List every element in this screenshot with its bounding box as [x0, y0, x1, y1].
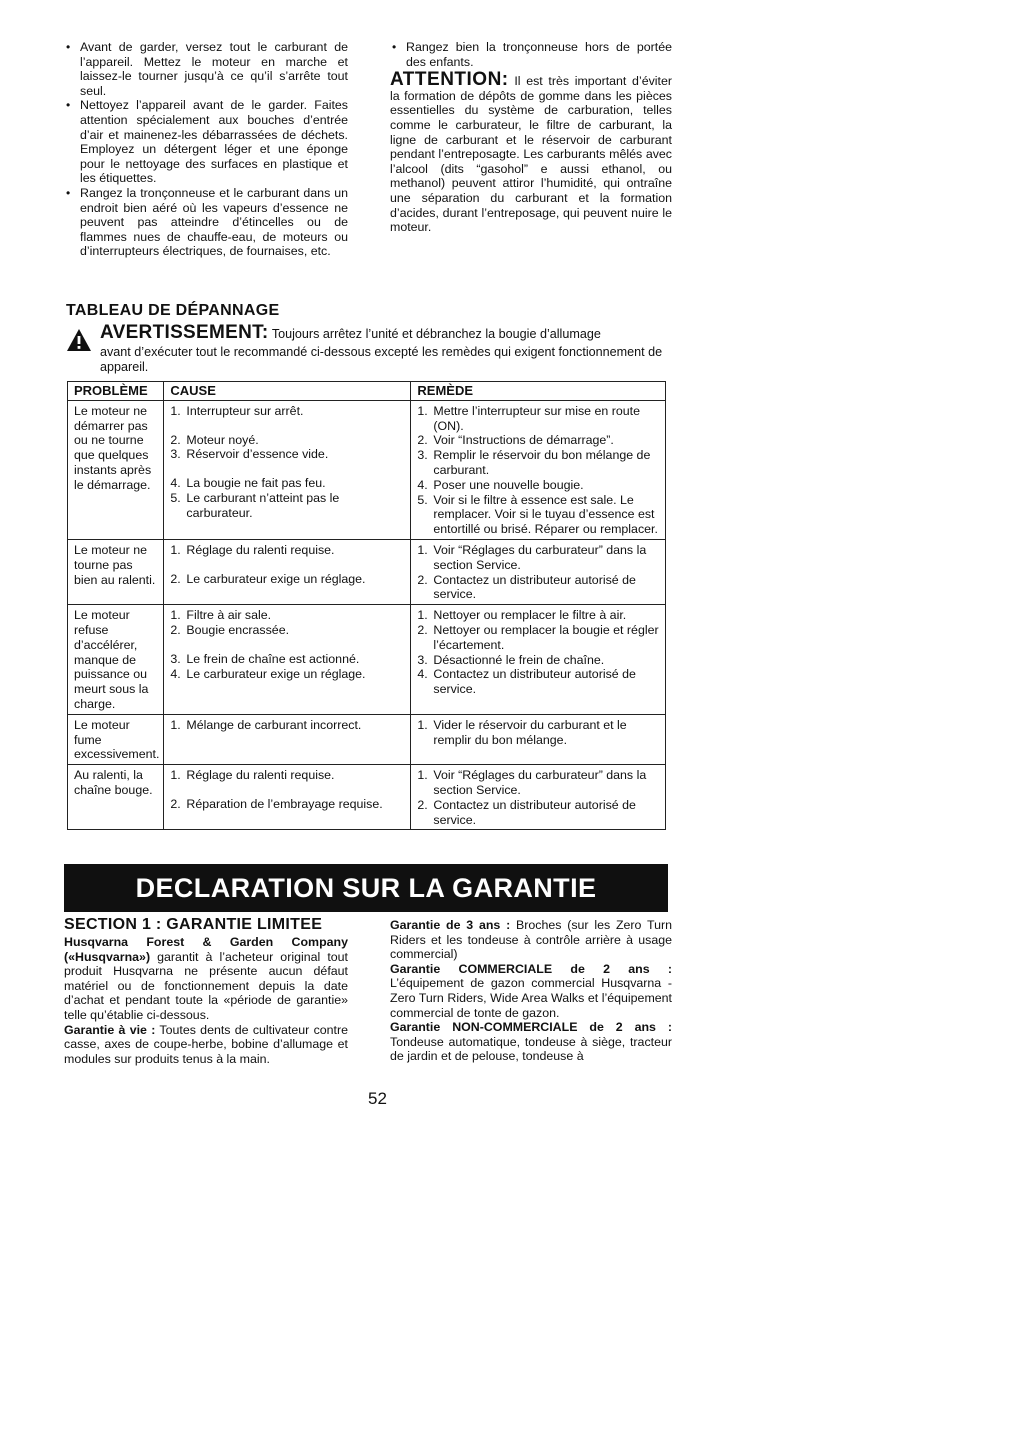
cause-list	[170, 768, 406, 812]
problem-cell: Le moteur refuse d’accélérer, manque de puissance ou meurt sous la charge.	[68, 605, 164, 715]
cause-item	[170, 652, 406, 667]
warranty-commercial	[390, 962, 672, 1020]
cause-item	[170, 768, 406, 783]
table-header-row	[68, 382, 666, 401]
problem-cell: Le moteur ne tourne pas bien au ralenti.	[68, 539, 164, 604]
warranty-noncommercial-label: Garantie NON-COMMERCIALE de 2 ans :	[390, 1020, 672, 1035]
table-row	[68, 714, 666, 764]
cause-item	[170, 543, 406, 558]
item-number: 2.	[417, 572, 428, 587]
warranty-left-column	[64, 916, 348, 1066]
item-number: 2.	[170, 796, 181, 811]
warranty-lifetime-text: Toutes dents de cultivateur contre casse, axes de coupe-herbe, bobine d’allumage et modules sur produits tenus à la main.	[64, 1022, 349, 1066]
item-text: Bougie encrassée.	[186, 622, 290, 637]
item-number: 2.	[417, 433, 428, 448]
table-row	[68, 539, 666, 604]
remedy-item	[417, 798, 661, 828]
remedy-list	[417, 404, 661, 537]
remedy-list	[417, 608, 661, 697]
item-text: Nettoyer ou remplacer la bougie et régler l’écartement.	[433, 622, 659, 652]
warranty-right-column	[390, 918, 672, 1064]
item-text: Réglage du ralenti requise.	[186, 768, 335, 783]
header-remedy: REMÈDE	[411, 382, 666, 401]
problem-cell: Le moteur ne démarrer pas ou ne tourne que quelques instants après le démarrage.	[68, 400, 164, 539]
warning-triangle-icon	[66, 328, 92, 352]
item-number: 4.	[170, 666, 181, 681]
item-text: Voir “Réglages du carburateur” dans la section Service.	[433, 768, 647, 797]
attention-paragraph	[390, 69, 672, 235]
warranty-commercial-text: L’équipement de gazon commercial Husqvarna - Zero Turn Riders, Wide Area Walks et l’équipement commercial de tonte de gazon.	[390, 976, 672, 1020]
item-text: Le carburateur exige un réglage.	[186, 666, 366, 681]
item-text: Réglage du ralenti requise.	[186, 542, 335, 557]
item-text: Désactionné le frein de chaîne.	[433, 652, 605, 667]
warranty-company: Husqvarna Forest & Garden Company («Husqvarna»)	[64, 935, 348, 964]
cause-cell	[164, 765, 411, 830]
remedy-item	[417, 573, 661, 603]
remedy-item	[417, 608, 661, 623]
item-text: Moteur noyé.	[186, 432, 259, 447]
warranty-noncommercial	[390, 1020, 672, 1064]
warranty-banner: DECLARATION SUR LA GARANTIE	[64, 864, 668, 912]
cause-item	[170, 433, 406, 448]
item-number: 5.	[417, 492, 428, 507]
warranty-section-title: SECTION 1 : GARANTIE LIMITEE	[64, 916, 323, 933]
item-number: 4.	[417, 477, 428, 492]
item-text: Contactez un distributeur autorisé de service.	[433, 797, 636, 827]
remedy-item	[417, 543, 661, 573]
cause-item	[170, 491, 406, 521]
warranty-3-years-text: Broches (sur les Zero Turn Riders et les tondeuse à contrôle arrière à usage commercial)	[390, 918, 672, 962]
cause-cell	[164, 714, 411, 764]
attention-label: ATTENTION:	[390, 69, 509, 91]
item-text: Voir “Réglages du carburateur” dans la section Service.	[433, 542, 647, 572]
remedy-item	[417, 478, 661, 493]
storage-bullet: • Rangez la tronçonneuse et le carburant dans un endroit bien aéré où les vapeurs d’essence ne peuvent pas atteindre d’étincelles ou de flammes nues de chauffe-eau, de moteurs ou d’interrupteurs électriques, de fournaises, etc.	[64, 186, 348, 259]
storage-instructions-right	[390, 40, 672, 235]
table-row	[68, 765, 666, 830]
cause-item	[170, 476, 406, 491]
troubleshooting-title: TABLEAU DE DÉPANNAGE	[66, 302, 280, 319]
cause-item	[170, 608, 406, 623]
item-number: 3.	[417, 652, 428, 667]
item-text: Le carburateur exige un réglage.	[186, 571, 366, 586]
warranty-noncommercial-text: Tondeuse automatique, tondeuse à siège, tracteur de jardin et de pelouse, tondeuse à	[390, 1034, 672, 1064]
item-number: 1.	[417, 542, 428, 557]
remedy-item	[417, 718, 661, 748]
remedy-cell	[411, 605, 666, 715]
table-row	[68, 605, 666, 715]
item-text: Voir si le filtre à essence est sale. Le remplacer. Voir si le tuyau d’essence est entortillé ou brisé. Réparer ou remplacer.	[433, 492, 658, 537]
item-text: Vider le réservoir du carburant et le remplir du bon mélange.	[433, 717, 627, 747]
remedy-list	[417, 718, 661, 748]
cause-list	[170, 543, 406, 587]
attention-text: Il est très important d’éviter la formation de dépôts de gomme dans les pièces essentielles du système de carburation, telles comme le carburateur, le filtre de carburant, la ligne de carburant et le réservoir de carburant pendant l’entreposagte. Les carburants mêlés avec l’alcool (dits “gasohol” e aussi ethanol, ou methanol) peuvent attiror l’humidité, qui ontraîne une séparation du carburant et la formation d’acides, durant l’entreposage, qui peuvent nuire le moteur.	[390, 74, 672, 235]
cause-item	[170, 797, 406, 812]
warranty-intro-text: garantit à l’acheteur original tout produit Husqvarna ne présente aucun défaut matériel ou de fonctionnement depuis la date d’achat et pendant toute la «période de garantie» telle qu’établie ci-dessous.	[64, 949, 348, 1022]
problem-cell: Le moteur fume excessivement.	[68, 714, 164, 764]
item-number: 3.	[417, 448, 428, 463]
table-row	[68, 400, 666, 539]
cause-cell	[164, 605, 411, 715]
remedy-item	[417, 653, 661, 668]
storage-bullet: • Rangez bien la tronçonneuse hors de portée des enfants.	[390, 40, 672, 69]
cause-list	[170, 718, 406, 733]
item-number: 2.	[417, 797, 428, 812]
cause-list	[170, 608, 406, 681]
item-number: 1.	[170, 542, 181, 557]
remedy-cell	[411, 400, 666, 539]
warning-first-line	[100, 322, 601, 343]
item-text: Le carburant n’atteint pas le carburateur.	[186, 490, 340, 520]
remedy-item	[417, 448, 661, 478]
item-text: Nettoyer ou remplacer le filtre à air.	[433, 608, 627, 623]
warranty-commercial-label: Garantie COMMERCIALE de 2 ans :	[390, 961, 672, 976]
remedy-item	[417, 667, 661, 697]
item-number: 1.	[417, 717, 428, 732]
storage-bullet: • Avant de garder, versez tout le carburant de l’appareil. Mettez le moteur en marche et laissez-le tourner jusqu’à ce qu’il s’arrête tout seul.	[64, 40, 348, 98]
cause-item	[170, 447, 406, 462]
storage-bullet-list	[64, 40, 348, 259]
item-number: 2.	[417, 622, 428, 637]
item-text: Contactez un distributeur autorisé de service.	[433, 572, 636, 602]
remedy-list	[417, 768, 661, 827]
remedy-item	[417, 768, 661, 798]
item-number: 1.	[417, 768, 428, 783]
item-text: Mettre l’interrupteur sur mise en route (ON).	[433, 403, 640, 433]
storage-bullet-list	[390, 40, 672, 69]
troubleshooting-table	[67, 381, 666, 830]
item-text: Réparation de l’embrayage requise.	[186, 796, 383, 811]
item-text: Filtre à air sale.	[186, 608, 272, 623]
item-text: Poser une nouvelle bougie.	[433, 477, 584, 492]
warranty-3-years-label: Garantie de 3 ans :	[390, 918, 511, 932]
item-number: 4.	[417, 667, 428, 682]
remedy-cell	[411, 539, 666, 604]
warning-label: AVERTISSEMENT:	[100, 322, 269, 343]
warranty-3-years	[390, 918, 672, 962]
problem-cell: Au ralenti, la chaîne bouge.	[68, 765, 164, 830]
item-text: Réservoir d’essence vide.	[186, 447, 329, 462]
page-number: 52	[368, 1089, 387, 1108]
remedy-cell	[411, 765, 666, 830]
item-number: 2.	[170, 432, 181, 447]
cause-item	[170, 404, 406, 419]
item-number: 1.	[170, 717, 181, 732]
warning-continuation: avant d’exécuter tout le recommandé ci-dessous excepté les remèdes qui exigent fonctionnement de appareil.	[100, 345, 663, 374]
remedy-cell	[411, 714, 666, 764]
warranty-lifetime-label: Garantie à vie :	[64, 1022, 156, 1037]
cause-item	[170, 667, 406, 682]
item-number: 2.	[170, 571, 181, 586]
item-text: Remplir le réservoir du bon mélange de carburant.	[433, 448, 651, 477]
item-number: 3.	[170, 651, 181, 666]
header-problem: PROBLÈME	[68, 382, 164, 401]
item-text: Interrupteur sur arrêt.	[186, 403, 304, 418]
remedy-list	[417, 543, 661, 602]
item-number: 1.	[170, 403, 181, 418]
item-text: Mélange de carburant incorrect.	[186, 717, 362, 732]
cause-cell	[164, 400, 411, 539]
item-number: 1.	[417, 608, 428, 623]
remedy-item	[417, 404, 661, 434]
cause-list	[170, 404, 406, 521]
item-number: 2.	[170, 622, 181, 637]
cause-cell	[164, 539, 411, 604]
remedy-item	[417, 433, 661, 448]
item-number: 5.	[170, 490, 181, 505]
storage-bullet: • Nettoyez l’appareil avant de le garder. Faites attention spécialement aux bouches d’entrée d’air et mainenez-les débarrassées de déchets. Employez un détergent léger et une éponge pour le nettoyage des surfaces en plastique et les étiquettes.	[64, 98, 348, 186]
remedy-item	[417, 493, 661, 537]
warranty-intro	[64, 935, 348, 1023]
cause-item	[170, 718, 406, 733]
remedy-item	[417, 623, 661, 653]
item-text: Voir “Instructions de démarrage”.	[433, 433, 614, 448]
cause-item	[170, 572, 406, 587]
item-text: Contactez un distributeur autorisé de service.	[433, 667, 636, 697]
item-number: 4.	[170, 476, 181, 491]
storage-instructions-left	[64, 40, 348, 259]
item-number: 1.	[417, 403, 428, 418]
item-number: 1.	[170, 608, 181, 623]
troubleshooting-rows	[68, 400, 666, 830]
header-cause: CAUSE	[164, 382, 411, 401]
warning-text: Toujours arrêtez l’unité et débranchez la bougie d’allumage	[271, 327, 601, 341]
cause-item	[170, 623, 406, 638]
item-number: 1.	[170, 768, 181, 783]
item-number: 3.	[170, 447, 181, 462]
item-text: Le frein de chaîne est actionné.	[186, 651, 360, 666]
warranty-lifetime	[64, 1023, 348, 1067]
item-text: La bougie ne fait pas feu.	[186, 476, 326, 491]
